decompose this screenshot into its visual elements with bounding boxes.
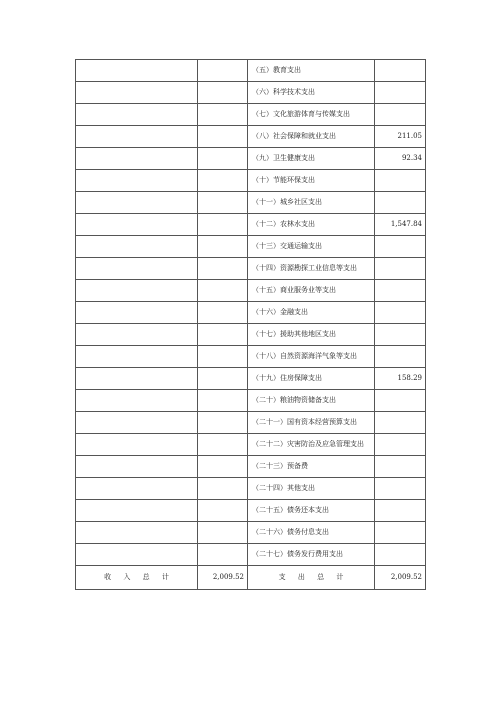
income-amount-cell [198, 258, 248, 280]
expenditure-item-label: （十）节能环保支出 [248, 170, 375, 192]
table-row [76, 434, 426, 456]
expenditure-item-label: （二十一）国有资本经营预算支出 [248, 412, 375, 434]
table-row [76, 60, 426, 82]
income-amount-cell [198, 390, 248, 412]
table-row [76, 170, 426, 192]
table-row [76, 302, 426, 324]
income-item-cell [76, 544, 198, 566]
expenditure-item-label: （七）文化旅游体育与传媒支出 [248, 104, 375, 126]
income-amount-cell [198, 280, 248, 302]
income-amount-cell [198, 522, 248, 544]
expenditure-amount [375, 544, 426, 566]
expenditure-amount: 211.05 [375, 126, 426, 148]
income-amount-cell [198, 148, 248, 170]
expenditure-item-label: （八）社会保障和就业支出 [248, 126, 375, 148]
income-amount-cell [198, 368, 248, 390]
table-row [76, 346, 426, 368]
expenditure-amount [375, 82, 426, 104]
table-row [76, 412, 426, 434]
table-row [76, 148, 426, 170]
table-row [76, 544, 426, 566]
income-item-cell [76, 60, 198, 82]
income-item-cell [76, 456, 198, 478]
income-item-cell [76, 280, 198, 302]
income-item-cell [76, 324, 198, 346]
expenditure-amount [375, 192, 426, 214]
table-row [76, 390, 426, 412]
expenditure-item-label: （十八）自然资源海洋气象等支出 [248, 346, 375, 368]
expenditure-amount: 92.34 [375, 148, 426, 170]
expenditure-item-label: （六）科学技术支出 [248, 82, 375, 104]
income-amount-cell [198, 192, 248, 214]
income-item-cell [76, 434, 198, 456]
expenditure-rows [76, 60, 426, 566]
expenditure-item-label: （十七）援助其他地区支出 [248, 324, 375, 346]
expenditure-item-label: （五）教育支出 [248, 60, 375, 82]
expenditure-item-label: （二十三）预备费 [248, 456, 375, 478]
income-amount-cell [198, 456, 248, 478]
expenditure-amount [375, 346, 426, 368]
expenditure-amount: 158.29 [375, 368, 426, 390]
budget-table [75, 59, 426, 590]
income-amount-cell [198, 412, 248, 434]
table-row [76, 214, 426, 236]
expenditure-amount [375, 478, 426, 500]
expenditure-amount [375, 412, 426, 434]
expenditure-item-label: （二十二）灾害防治及应急管理支出 [248, 434, 375, 456]
expenditure-item-label: （九）卫生健康支出 [248, 148, 375, 170]
expenditure-amount [375, 434, 426, 456]
expenditure-amount: 1,547.84 [375, 214, 426, 236]
income-amount-cell [198, 236, 248, 258]
expenditure-item-label: （十四）资源勘探工业信息等支出 [248, 258, 375, 280]
income-item-cell [76, 390, 198, 412]
expenditure-amount [375, 258, 426, 280]
expenditure-amount [375, 104, 426, 126]
expense-total-label: 支 出 总 计 [248, 566, 375, 590]
income-item-cell [76, 148, 198, 170]
income-amount-cell [198, 434, 248, 456]
expenditure-item-label: （十三）交通运输支出 [248, 236, 375, 258]
totals-row [76, 566, 426, 590]
income-item-cell [76, 236, 198, 258]
income-total-label: 收 入 总 计 [76, 566, 198, 590]
expenditure-item-label: （十五）商业服务业等支出 [248, 280, 375, 302]
income-item-cell [76, 522, 198, 544]
table-row [76, 258, 426, 280]
table-row [76, 324, 426, 346]
income-item-cell [76, 368, 198, 390]
expenditure-item-label: （十六）金融支出 [248, 302, 375, 324]
table-row [76, 236, 426, 258]
income-amount-cell [198, 214, 248, 236]
expenditure-item-label: （二十）粮油物资储备支出 [248, 390, 375, 412]
table-row [76, 522, 426, 544]
expenditure-item-label: （二十六）债务付息支出 [248, 522, 375, 544]
income-item-cell [76, 258, 198, 280]
table-row [76, 456, 426, 478]
expenditure-item-label: （十九）住房保障支出 [248, 368, 375, 390]
expenditure-amount [375, 522, 426, 544]
income-item-cell [76, 302, 198, 324]
expenditure-amount [375, 170, 426, 192]
income-item-cell [76, 170, 198, 192]
expense-total-value: 2,009.52 [375, 566, 426, 590]
table-row [76, 104, 426, 126]
expenditure-amount [375, 236, 426, 258]
income-item-cell [76, 214, 198, 236]
expenditure-item-label: （二十四）其他支出 [248, 478, 375, 500]
income-amount-cell [198, 544, 248, 566]
income-amount-cell [198, 82, 248, 104]
income-amount-cell [198, 104, 248, 126]
expenditure-item-label: （十二）农林水支出 [248, 214, 375, 236]
expenditure-amount [375, 302, 426, 324]
expenditure-amount [375, 60, 426, 82]
table-row [76, 280, 426, 302]
income-item-cell [76, 478, 198, 500]
expenditure-item-label: （十一）城乡社区支出 [248, 192, 375, 214]
expenditure-amount [375, 500, 426, 522]
income-item-cell [76, 104, 198, 126]
income-amount-cell [198, 324, 248, 346]
income-amount-cell [198, 126, 248, 148]
income-amount-cell [198, 170, 248, 192]
expenditure-amount [375, 390, 426, 412]
income-item-cell [76, 412, 198, 434]
income-amount-cell [198, 500, 248, 522]
income-total-value: 2,009.52 [198, 566, 248, 590]
income-item-cell [76, 192, 198, 214]
income-amount-cell [198, 478, 248, 500]
income-amount-cell [198, 302, 248, 324]
expenditure-amount [375, 280, 426, 302]
table-row [76, 126, 426, 148]
income-amount-cell [198, 346, 248, 368]
table-row [76, 500, 426, 522]
income-item-cell [76, 346, 198, 368]
table-row [76, 478, 426, 500]
income-item-cell [76, 500, 198, 522]
expenditure-amount [375, 324, 426, 346]
expenditure-item-label: （二十五）债务还本支出 [248, 500, 375, 522]
expenditure-item-label: （二十七）债务发行费用支出 [248, 544, 375, 566]
table-row [76, 192, 426, 214]
expenditure-amount [375, 456, 426, 478]
table-row [76, 368, 426, 390]
income-item-cell [76, 82, 198, 104]
income-item-cell [76, 126, 198, 148]
table-row [76, 82, 426, 104]
income-amount-cell [198, 60, 248, 82]
